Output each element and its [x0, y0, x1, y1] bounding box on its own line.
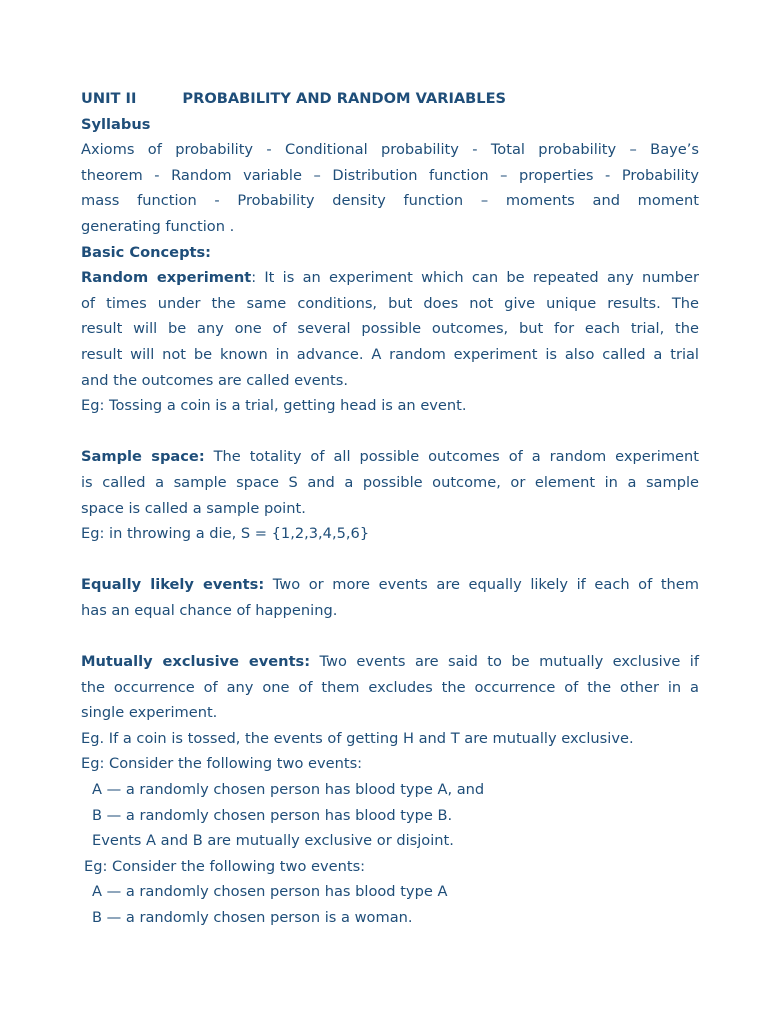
sample-space-line-2: is called a sample space S and a possible outcome, or element in a sample [81, 473, 699, 491]
unit-number: UNIT II [81, 90, 137, 107]
random-experiment-line-1 [81, 265, 699, 291]
paragraph-spacer [81, 419, 699, 445]
syllabus-line-2: theorem - Random variable – Distribution function – properties - Probability [81, 166, 699, 184]
unit-title: PROBABILITY AND RANDOM VARIABLES [182, 90, 507, 107]
mutually-exclusive-example-2-intro: Eg: Consider the following two events: [81, 755, 363, 773]
random-experiment-line-4: result will not be known in advance. A random experiment is also called a trial [81, 345, 699, 363]
example-2-item-1: A — a randomly chosen person has blood type A, and [92, 781, 485, 799]
mutually-exclusive-definition-start: Two events are said to be mutually exclusive if [310, 653, 699, 671]
example-2-item-2: B — a randomly chosen person has blood type B. [92, 806, 453, 824]
example-2-item-3: Events A and B are mutually exclusive or disjoint. [92, 832, 454, 850]
random-experiment-term: Random experiment [81, 269, 252, 287]
example-3-item-2: B — a randomly chosen person is a woman. [92, 909, 413, 926]
random-experiment-line-5: and the outcomes are called events. [81, 371, 348, 389]
unit-heading [81, 86, 699, 112]
random-experiment-line-3: result will be any one of several possible outcomes, but for each trial, the [81, 320, 699, 338]
paragraph-spacer [81, 623, 699, 649]
syllabus-label: Syllabus [81, 115, 151, 133]
sample-space-line-3: space is called a sample point. [81, 499, 306, 517]
sample-space-term: Sample space: [81, 448, 205, 466]
example-3-item-1: A — a randomly chosen person has blood type A [92, 883, 448, 901]
syllabus-line-4: generating function . [81, 217, 235, 235]
mutually-exclusive-line-1 [81, 649, 699, 675]
sample-space-line-1 [81, 444, 699, 470]
random-experiment-definition-start: : It is an experiment which can be repeated any number [251, 269, 699, 287]
equally-likely-definition-start: Two or more events are equally likely if each of them [264, 576, 700, 594]
random-experiment-line-2: of times under the same conditions, but does not give unique results. The [81, 294, 699, 312]
equally-likely-line-2: has an equal chance of happening. [81, 601, 338, 619]
mutually-exclusive-term: Mutually exclusive events: [81, 653, 311, 671]
sample-space-definition-start: The totality of all possible outcomes of a random experiment [204, 448, 699, 466]
mutually-exclusive-example-1: Eg. If a coin is tossed, the events of getting H and T are mutually exclusive. [81, 729, 634, 747]
mutually-exclusive-line-2: the occurrence of any one of them excludes the occurrence of the other in a [81, 678, 699, 696]
random-experiment-example: Eg: Tossing a coin is a trial, getting head is an event. [81, 397, 467, 415]
sample-space-example: Eg: in throwing a die, S = {1,2,3,4,5,6} [81, 525, 370, 543]
syllabus-line-1: Axioms of probability - Conditional probability - Total probability – Baye’s [81, 141, 699, 159]
basic-concepts-heading: Basic Concepts: [81, 243, 212, 261]
syllabus-line-3: mass function - Probability density function – moments and moment [81, 192, 699, 210]
equally-likely-term: Equally likely events: [81, 576, 265, 594]
equally-likely-line-1 [81, 572, 699, 598]
mutually-exclusive-line-3: single experiment. [81, 704, 218, 722]
paragraph-spacer [81, 547, 699, 573]
mutually-exclusive-example-3-intro: Eg: Consider the following two events: [84, 857, 366, 875]
